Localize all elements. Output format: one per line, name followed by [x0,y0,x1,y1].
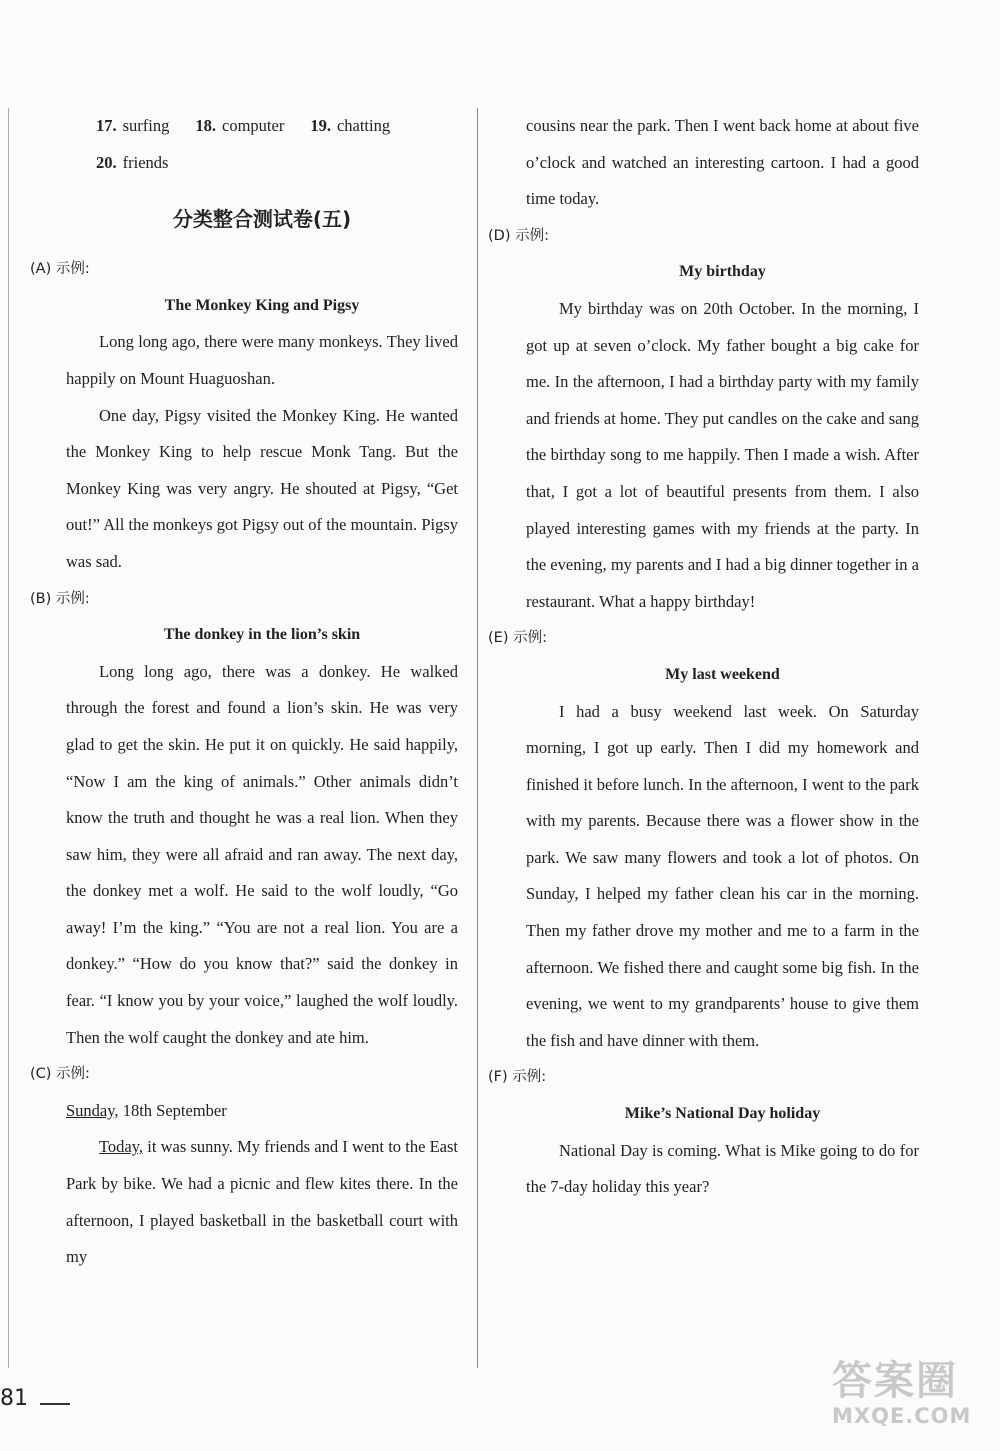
essay-title-b: The donkey in the lion’s skin [163,626,361,644]
section-label-c: (C) 示例: [30,1066,90,1083]
section-label-f: (F) 示例: [488,1069,547,1086]
page-number: 81 [0,1386,28,1411]
answer-word: friends [122,152,169,172]
essay-a-paragraph-2: One day, Pigsy visited the Monkey King. He wanted the Monkey King to help rescue Monk Tang. But the Monkey King was very angry. He shouted at Pigsy, “Get out!” All the monkeys got Pigsy out of the mountain. Pigsy was sad. [66,405,458,571]
section-label-b: (B) 示例: [30,590,90,607]
diary-date-day: Sunday, [66,1100,119,1120]
section-label-e: (E) 示例: [488,630,547,647]
page-number-dash [40,1403,70,1405]
essay-f-paragraph-1: National Day is coming. What is Mike going to do for the 7-day holiday this year? [526,1140,919,1197]
diary-date-rest: 18th September [118,1100,227,1120]
essay-title-a: The Monkey King and Pigsy [164,296,360,314]
section-label-d: (D) 示例: [488,227,549,244]
answer-word: chatting [336,116,391,135]
left-margin-rule [8,108,9,1368]
watermark-url: MXQE.COM [832,1404,972,1428]
answer-line-2 [96,145,458,182]
essay-c-first-word: Today, [99,1137,144,1157]
column-divider [477,108,478,1368]
answer-number: 17. [96,116,117,135]
answer-line-1 [96,108,458,145]
answer-number: 19. [310,116,331,135]
essay-b-paragraph-1: Long long ago, there was a donkey. He walked through the forest and found a lion’s skin. He was very glad to get the skin. He put it on quickly. He said happily, “Now I am the king of animals.” Other animals didn’t know the truth and thought he was a real lion. When they saw him, they were all afraid and ran away. The next day, the donkey met a wolf. He said to the wolf loudly, “Go away! I’m the king.” “You are not a real lion. You are a donkey.” “How do you know that?” said the donkey in fear. “I know you by your voice,” laughed the wolf loudly. Then the wolf caught the donkey and ate him. [66,661,458,1047]
essay-c-paragraph-1 [66,1129,458,1275]
essay-title-f: Mike’s National Day holiday [624,1105,821,1123]
essay-title-d: My birthday [679,263,766,281]
diary-date [66,1093,458,1130]
answer-word: surfing [122,116,170,135]
watermark-text: 答案圈 [832,1358,958,1404]
essay-title-e: My last weekend [665,665,780,683]
answer-number: 20. [96,152,117,172]
essay-d-paragraph-1: My birthday was on 20th October. In the morning, I got up at seven o’clock. My father bought a big cake for me. In the afternoon, I had a birthday party with my family and friends at home. They put candles on the cake and sang the birthday song to me happily. Then I made a wish. After that, I got a lot of beautiful presents from them. I also played interesting games with my friends at the party. In the evening, my parents and I had a big dinner together in a restaurant. What a happy birthday! [526,298,919,611]
right-column [488,108,919,1206]
essay-c-continuation: cousins near the park. Then I went back home at about five o’clock and watched an interesting cartoon. I had a good time today. [526,116,919,209]
section-label-a: (A) 示例: [30,261,90,278]
watermark-logo [832,1358,992,1444]
essay-c-text: it was sunny. My friends and I went to the East Park by bike. We had a picnic and flew kites there. In the afternoon, I played basketball in the basketball court with my [66,1137,458,1267]
left-column [30,108,458,1276]
answer-word: computer [222,116,285,135]
essay-e-paragraph-1: I had a busy weekend last week. On Saturday morning, I got up early. Then I did my homework and finished it before lunch. In the afternoon, I went to the park with my parents. Because there was a flower show in the park. We saw many flowers and took a lot of photos. On Sunday, I helped my father clean his car in the morning. Then my father drove my mother and me to a farm in the afternoon. We fished there and caught some big fish. In the evening, we went to my grandparents’ house to give them the fish and have dinner with them. [526,701,919,1050]
essay-a-paragraph-1: Long long ago, there were many monkeys. They lived happily on Mount Huaguoshan. [66,332,458,388]
answer-number: 18. [195,116,216,135]
section-title: 分类整合测试卷(五) [172,207,352,232]
